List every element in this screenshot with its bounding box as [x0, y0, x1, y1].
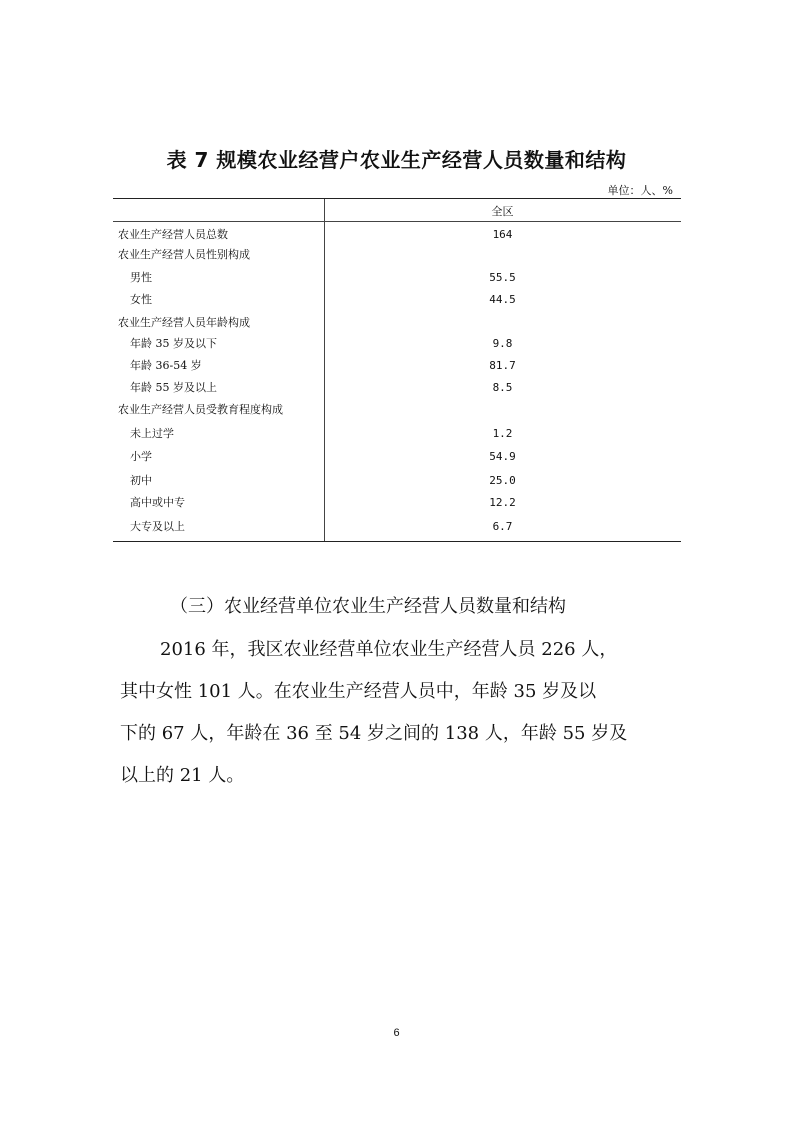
row-label: 高中或中专 [130, 496, 185, 509]
paragraph-line: 2016 年，我区农业经营单位农业生产经营人员 226 人， [160, 639, 618, 660]
row-label: 女性 [130, 293, 152, 306]
row-value: 6.7 [492, 520, 513, 533]
row-label: 大专及以上 [130, 520, 185, 533]
row-label: 农业生产经营人员年龄构成 [118, 316, 250, 329]
table-row [113, 314, 681, 334]
row-value: 55.5 [489, 271, 516, 284]
paragraph-line: 以上的 21 人。 [120, 765, 245, 786]
row-value: 9.8 [492, 337, 513, 350]
row-value: 81.7 [489, 359, 516, 372]
table-row [113, 246, 681, 266]
row-label: 年龄 55 岁及以上 [130, 381, 217, 394]
row-label: 小学 [130, 450, 152, 463]
header-divider [113, 221, 681, 222]
row-value: 54.9 [489, 450, 516, 463]
row-value: 25.0 [489, 474, 516, 487]
row-label: 未上过学 [130, 427, 174, 440]
row-label: 农业生产经营人员受教育程度构成 [118, 403, 283, 416]
table-row [113, 357, 681, 377]
table-title: 表 7 规模农业经营户农业生产经营人员数量和结构 [166, 148, 627, 172]
paragraph-line: 下的 67 人，年龄在 36 至 54 岁之间的 138 人，年龄 55 岁及 [120, 723, 628, 744]
row-label: 年龄 35 岁及以下 [130, 337, 217, 350]
table-row [113, 425, 681, 445]
row-value: 1.2 [492, 427, 513, 440]
table-row [113, 269, 681, 289]
table-row [113, 291, 681, 311]
table-row [113, 494, 681, 514]
table-row [113, 472, 681, 492]
row-value: 8.5 [492, 381, 513, 394]
table-row [113, 518, 681, 538]
table-row [113, 335, 681, 355]
data-table [113, 198, 681, 542]
unit-label: 单位：人、% [607, 184, 673, 197]
row-label: 初中 [130, 474, 152, 487]
table-row [113, 226, 681, 246]
row-value: 44.5 [489, 293, 516, 306]
section-heading: （三）农业经营单位农业生产经营人员数量和结构 [170, 596, 566, 617]
table-row [113, 379, 681, 399]
row-label: 农业生产经营人员性别构成 [118, 248, 250, 261]
row-label: 年龄 36-54 岁 [130, 359, 202, 372]
table-row [113, 401, 681, 421]
row-value: 12.2 [489, 496, 516, 509]
page-number: 6 [393, 1027, 400, 1039]
row-value: 164 [492, 228, 513, 241]
row-label: 农业生产经营人员总数 [118, 228, 228, 241]
column-header: 全区 [491, 205, 514, 218]
row-label: 男性 [130, 271, 152, 284]
paragraph-line: 其中女性 101 人。在农业生产经营人员中，年龄 35 岁及以 [120, 681, 597, 702]
table-row [113, 448, 681, 468]
